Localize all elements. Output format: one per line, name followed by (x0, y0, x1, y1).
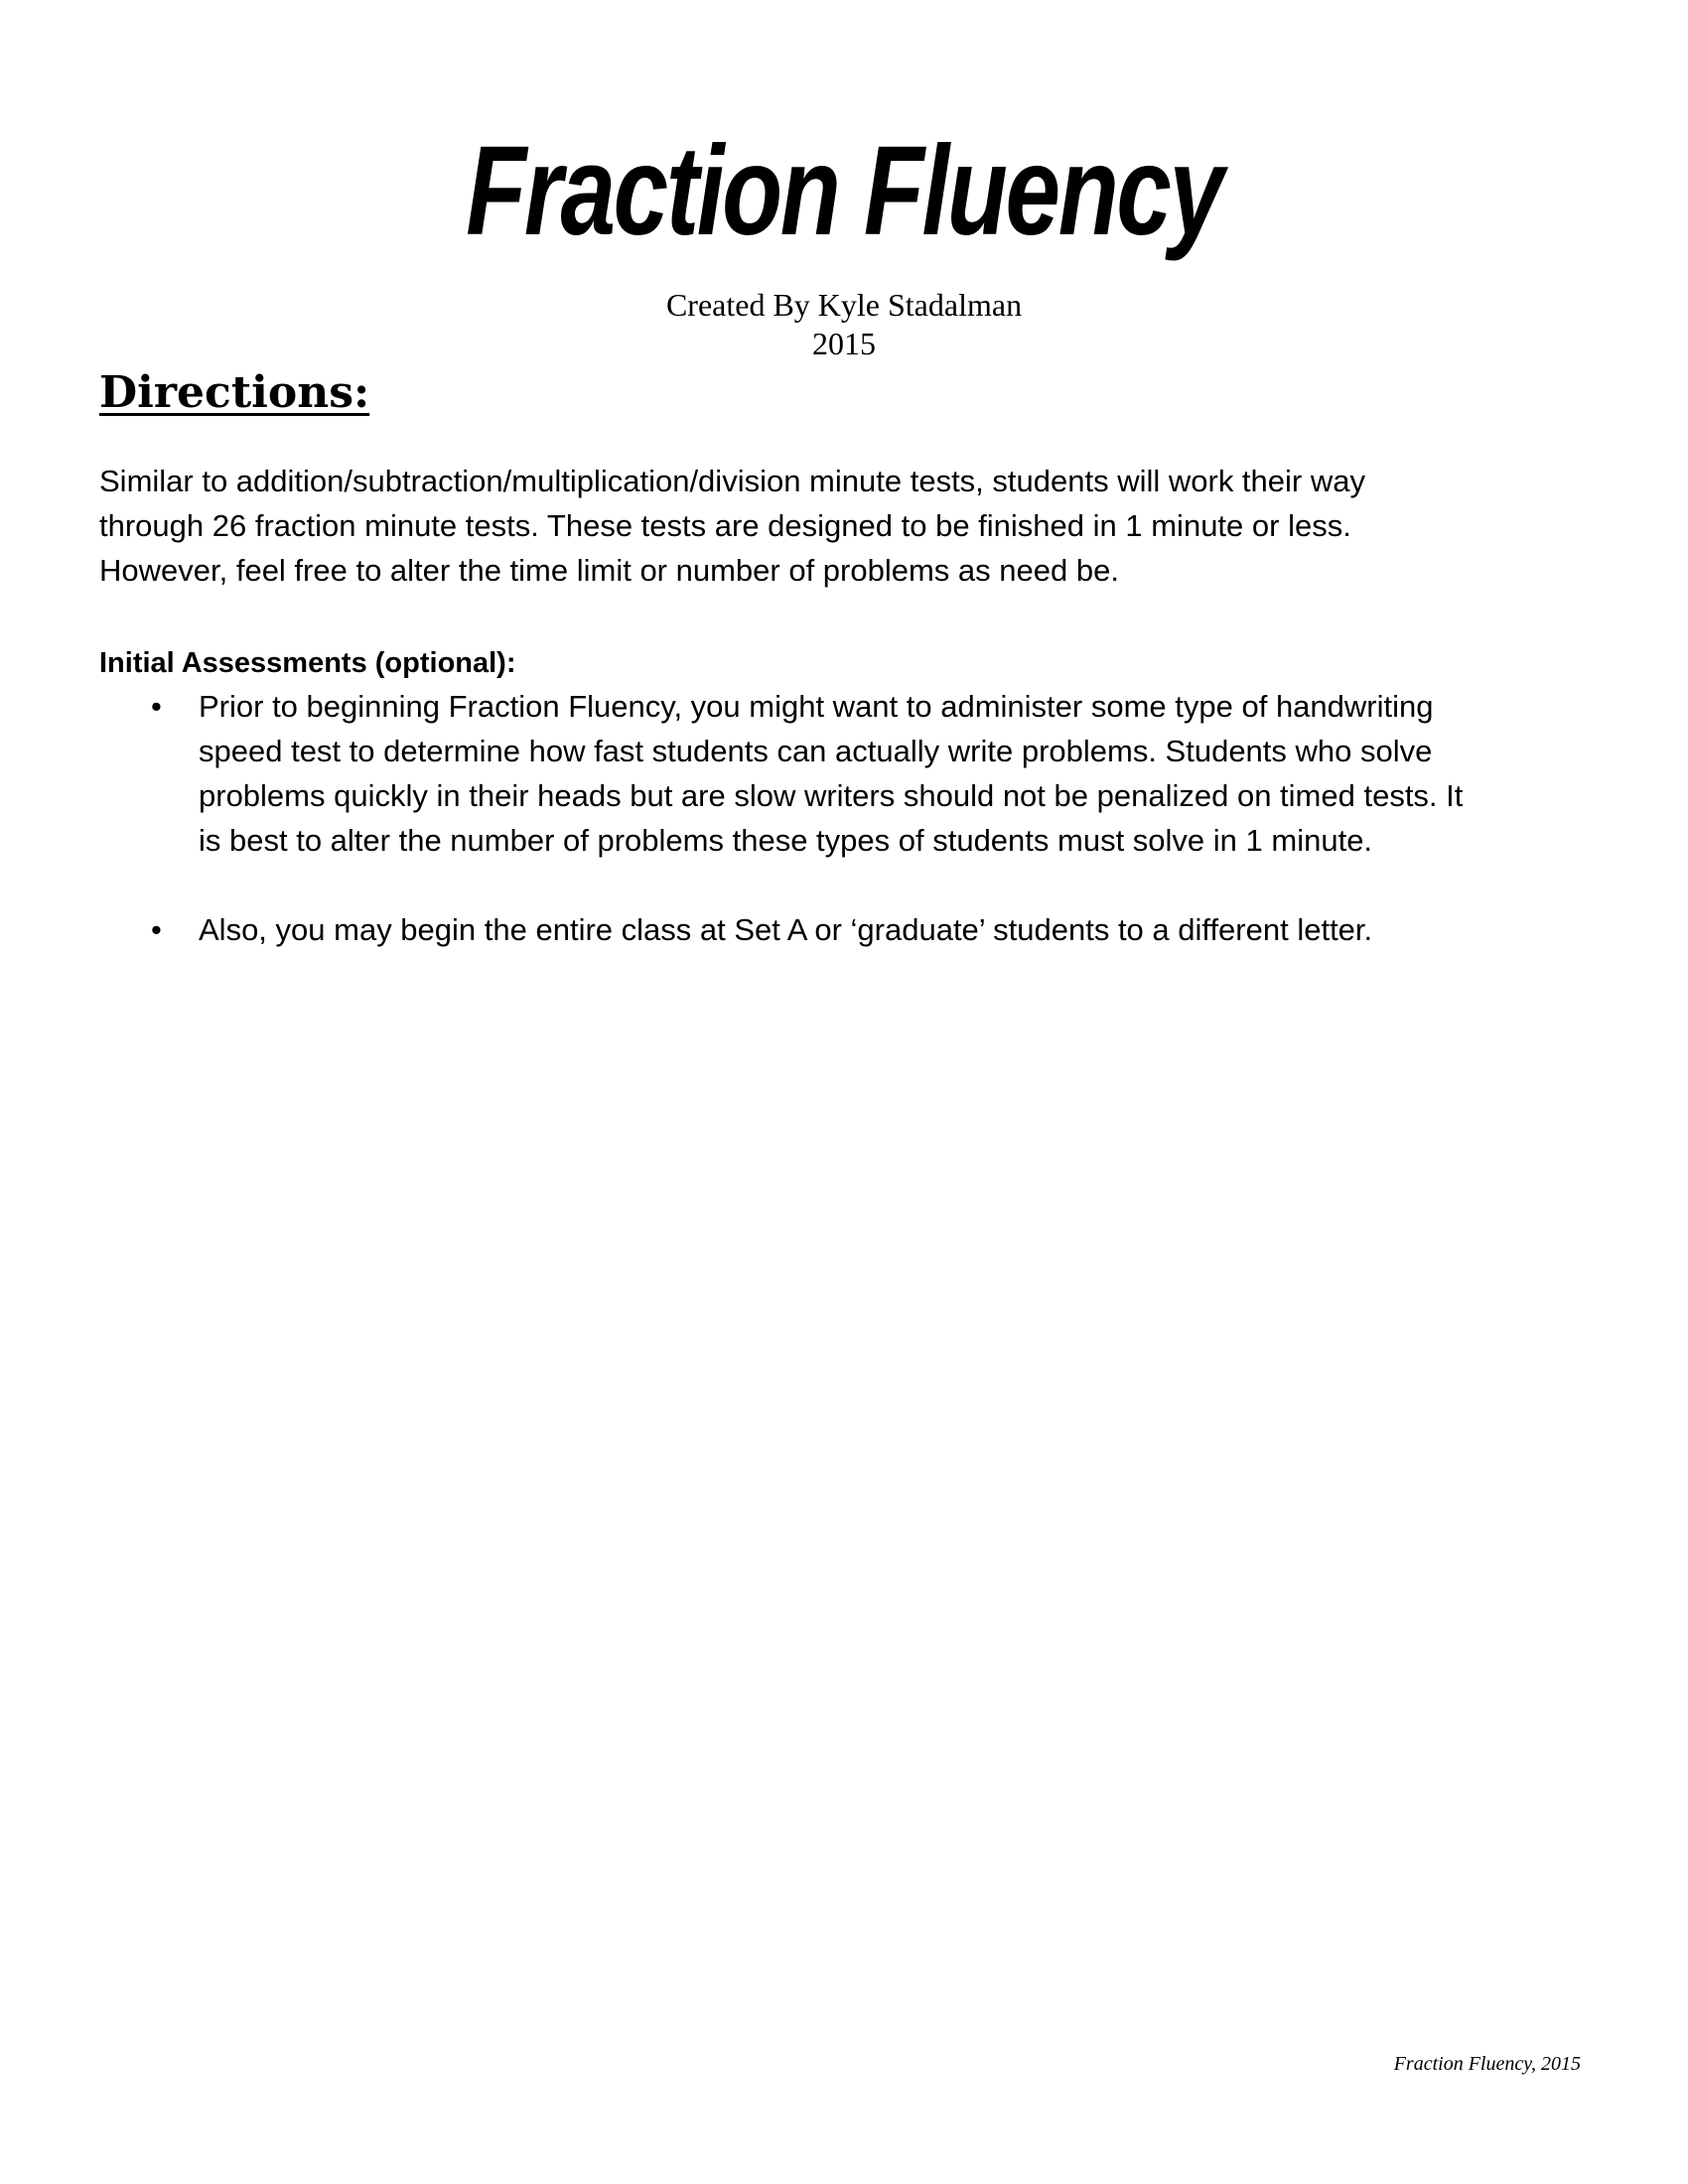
bullet-line: speed test to determine how fast students can actually write problems. Students who solve (199, 734, 1433, 768)
bullet-line: Prior to beginning Fraction Fluency, you might want to administer some type of handwriting (199, 689, 1434, 724)
intro-line: However, feel free to alter the time limit or number of problems as need be. (99, 553, 1119, 588)
bullet-line: is best to alter the number of problems these types of students must solve in 1 minute. (199, 823, 1373, 858)
byline (0, 286, 1688, 363)
page-footer: Fraction Fluency, 2015 (1393, 2053, 1581, 2075)
year: 2015 (812, 326, 876, 361)
bullet-icon: • (151, 689, 162, 724)
author-credit: Created By Kyle Stadalman (665, 287, 1023, 323)
intro-line: through 26 fraction minute tests. These tests are designed to be finished in 1 minute or less. (99, 508, 1351, 543)
intro-paragraph (99, 459, 1609, 593)
bullet-icon: • (151, 912, 162, 947)
bullet-line: problems quickly in their heads but are slow writers should not be penalized on timed tests. It (199, 778, 1464, 813)
bullet-line: Also, you may begin the entire class at Set A or ‘graduate’ students to a different letter. (199, 912, 1373, 947)
directions-heading: Directions: (99, 367, 370, 418)
initial-assessments-list (99, 684, 1609, 952)
intro-line: Similar to addition/subtraction/multiplication/division minute tests, students will work their way (99, 464, 1365, 498)
list-item (99, 684, 1609, 863)
initial-assessments-heading: Initial Assessments (optional): (99, 647, 516, 679)
list-item (99, 907, 1609, 952)
document-title: Fraction Fluency (466, 120, 1222, 262)
